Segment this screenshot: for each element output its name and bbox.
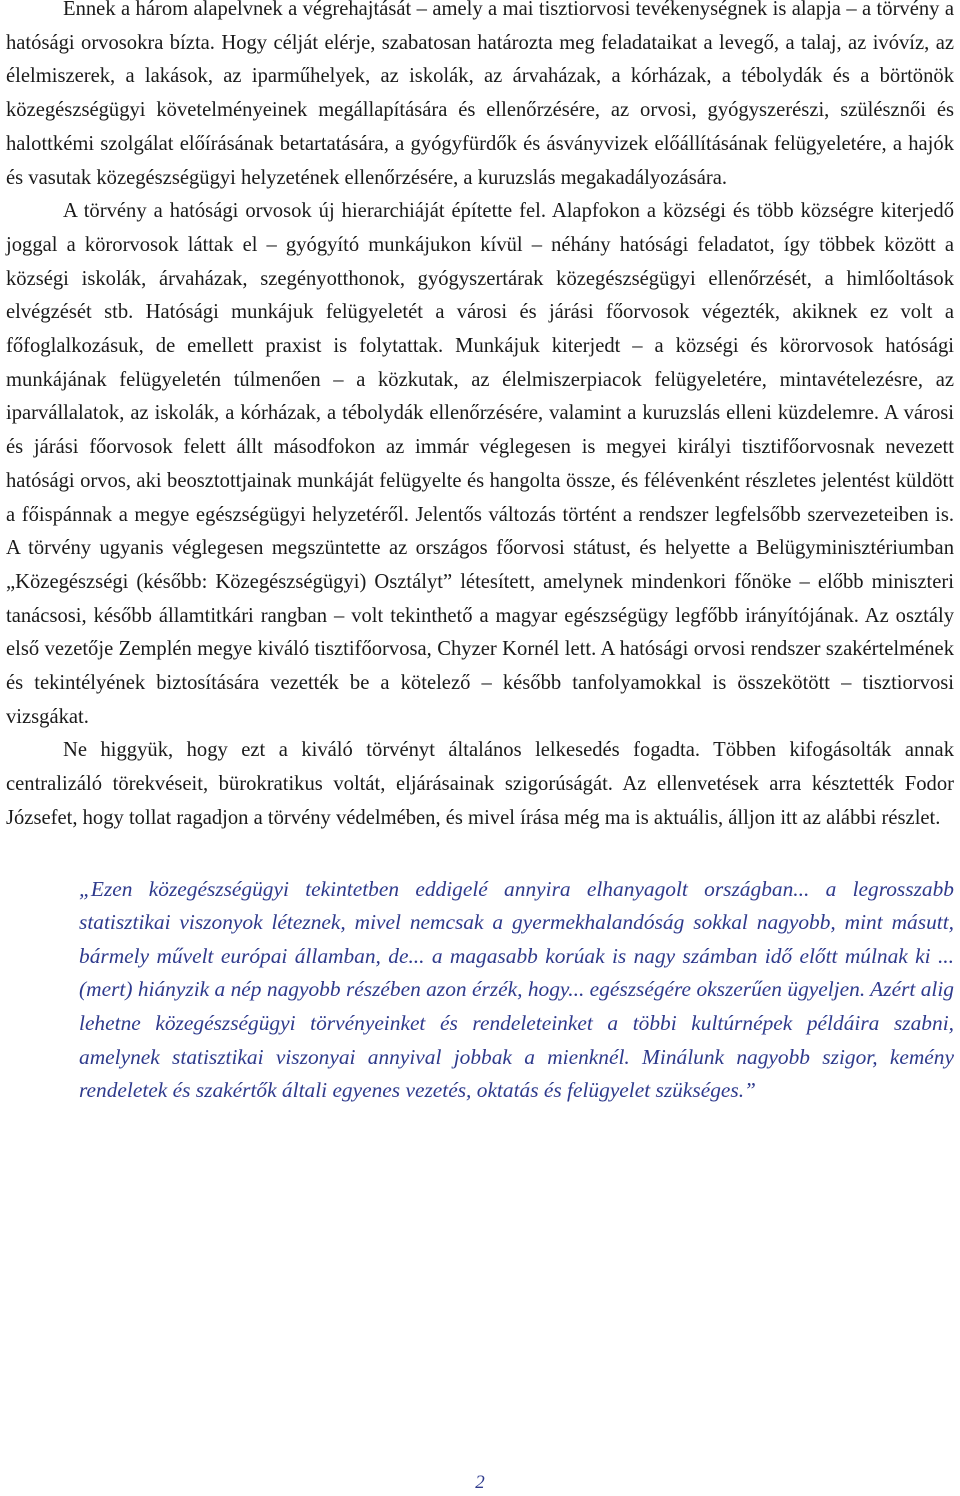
page-number: 2: [475, 1472, 485, 1493]
body-paragraph-1: Ennek a három alapelvnek a végrehajtását – amely a mai tisztiorvosi tevékenységnek is alapja – a törvény a hatósági orvosokra bízta. Hogy célját elérje, szabatosan határozta meg feladataikat a levegő, a talaj, az ivóvíz, az élelmiszerek, a lakások, az iparműhelyek, az iskolák, az árvaházak, a kórházak, a tébolydák és a börtönök közegészségügyi követelményeinek megállapítására és ellenőrzésére, az orvosi, gyógyszerészi, szülésznői és halottkémi szolgálat előírásának betartatására, a gyógyfürdők és ásványvizek előállításának felügyeletére, a hajók és vasutak közegészségügyi helyzetének ellenőrzésére, a kuruzslás megakadályozására.: [6, 0, 954, 189]
block-quote: „Ezen közegészségügyi tekintetben eddigelé annyira elhanyagolt országban... a legrosszabb statisztikai viszonyok léteznek, mivel nemcsak a gyermekhalandóság sokkal nagyobb, mint másutt, bármely művelt európai államban, de... a magasabb korúak is nagy számban idő előtt múlnak ki ... (mert) hiányzik a nép nagyobb részében azon érzék, hogy... egészségére okszerűen ügyeljen. Azért alig lehetne közegészségügyi törvényeinket és rendeleteinket a többi kultúrnépek példáira szabni, amelynek statisztikai viszonyai annyival jobbak a mienknél. Minálunk nagyobb szigor, kemény rendeletek és szakértők általi egyenes vezetés, oktatás és felügyelet szükséges.”: [79, 876, 954, 1103]
body-paragraph-2: A törvény a hatósági orvosok új hierarchiáját építette fel. Alapfokon a községi és több községre kiterjedő joggal a körorvosok láttak el – gyógyító munkájukon kívül – néhány hatósági feladatot, így többek között a községi iskolák, árvaházak, szegényotthonok, gyógyszertárak közegészségügyi ellenőrzését, a himlőoltások elvégzését stb. Hatósági munkájuk felügyeletét a városi és járási főorvosok végezték, akiknek ez volt a főfoglalkozásuk, de emellett praxist is folytattak. Munkájuk kiterjedt – a községi és körorvosok hatósági munkájának felügyeletén túlmenően – a közkutak, az élelmiszerpiacok felügyeletére, mintavételezésre, az iparvállalatok, az iskolák, a kórházak, a tébolydák ellenőrzésére, valamint a kuruzslás elleni küzdelemre. A városi és járási főorvosok felett állt másodfokon az immár véglegesen is megyei királyi tisztifőorvosnak nevezett hatósági orvos, aki beosztottjainak munkáját felügyelte és hangolta össze, és félévenként részletes jelentést küldött a főispánnak a megye egészségügyi helyzetéről. Jelentős változás történt a rendszer legfelsőbb szervezeteiben is. A törvény ugyanis véglegesen megszüntette az országos főorvosi státust, és helyette a Belügyminisztériumban „Közegészségi (később: Közegészségügyi) Osztályt” létesített, amelynek mindenkori főnöke – előbb miniszteri tanácsosi, később államtitkári rangban – volt tekinthető a magyar egészségügy legfőbb irányítójának. Az osztály első vezetője Zemplén megye kiváló tisztifőorvosa, Chyzer Kornél lett. A hatósági orvosi rendszer szakértelmének és tekintélyének biztosítására vezették be a kötelező – később tanfolyamokkal is összekötött – tisztiorvosi vizsgákat.: [6, 200, 954, 728]
body-paragraph-3: Ne higgyük, hogy ezt a kiváló törvényt általános lelkesedés fogadta. Többen kifogásolták annak centralizáló törekvéseit, bürokratikus voltát, eljárásainak szigorúságát. Az ellenvetések arra késztették Fodor Józsefet, hogy tollat ragadjon a törvény védelmében, és mivel írása még ma is aktuális, álljon itt az alábbi részlet.: [6, 739, 954, 829]
